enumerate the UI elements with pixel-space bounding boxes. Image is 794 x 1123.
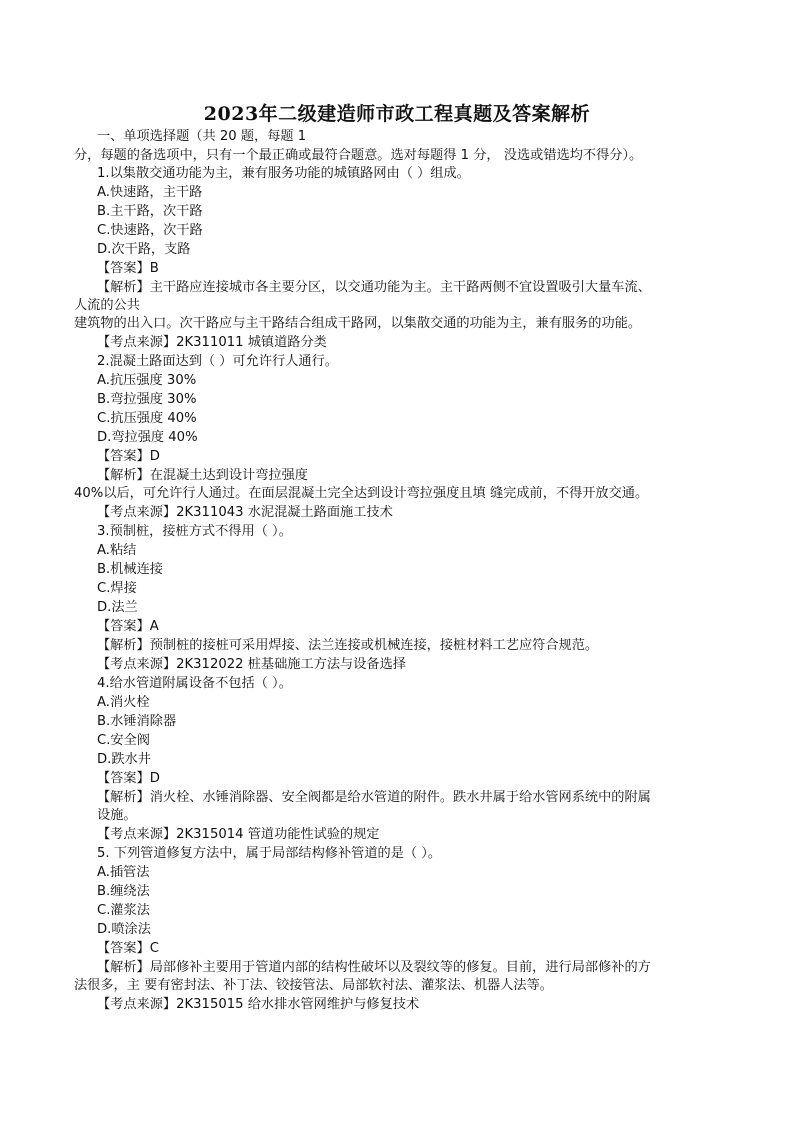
- question-option: C.安全阀: [97, 733, 150, 748]
- answer-line: 【答案】B: [97, 261, 159, 276]
- question-option: D.次干路，支路: [97, 242, 191, 257]
- question-option: A.粘结: [97, 543, 137, 558]
- question-option: D.跌水井: [97, 752, 151, 767]
- question-option: C.灌浆法: [97, 903, 150, 918]
- question-option: B.缠绕法: [97, 884, 150, 899]
- analysis-line: 法很多，主 要有密封法、补丁法、铰接管法、局部软衬法、灌浆法、机器人法等。: [74, 978, 553, 993]
- question-option: A.抗压强度 30%: [97, 373, 197, 388]
- question-stem: 5. 下列管道修复方法中，属于局部结构修补管道的是（ ）。: [97, 846, 442, 861]
- answer-line: 【答案】A: [97, 619, 159, 634]
- question-option: C.快速路，次干路: [97, 223, 203, 238]
- question-option: A.消火栓: [97, 695, 150, 710]
- answer-line: 【答案】D: [97, 449, 160, 464]
- question-option: D.弯拉强度 40%: [97, 430, 198, 445]
- section-heading: 一、单项选择题（共 20 题，每题 1: [97, 129, 307, 144]
- section-instructions: 分，每题的备选项中，只有一个最正确或最符合题意。选对每题得 1 分， 没选或错选均不得分）。: [74, 148, 643, 163]
- analysis-line: 【解析】局部修补主要用于管道内部的结构性破坏以及裂纹等的修复。目前，进行局部修补的方: [97, 960, 651, 975]
- answer-line: 【答案】C: [97, 941, 159, 956]
- source-line: 【考点来源】2K311011 城镇道路分类: [97, 335, 327, 350]
- analysis-line: 【解析】在混凝土达到设计弯拉强度: [97, 468, 308, 483]
- question-stem: 4.给水管道附属设备不包括（ ）。: [97, 676, 292, 691]
- analysis-line: 【解析】主干路应连接城市各主要分区，以交通功能为主。主干路两侧不宜设置吸引大量车流、: [97, 280, 651, 295]
- analysis-line: 建筑物的出入口。次干路应与主干路结合组成干路网，以集散交通的功能为主，兼有服务的功能。: [74, 316, 642, 331]
- question-stem: 1.以集散交通功能为主，兼有服务功能的城镇路网由（ ）组成。: [97, 166, 470, 181]
- question-option: C.焊接: [97, 581, 137, 596]
- question-option: D.喷涂法: [97, 922, 151, 937]
- question-option: C.抗压强度 40%: [97, 411, 197, 426]
- source-line: 【考点来源】2K315015 给水排水管网维护与修复技术: [97, 997, 420, 1012]
- source-line: 【考点来源】2K312022 桩基础施工方法与设备选择: [97, 657, 406, 672]
- document-title: 2023年二级建造师市政工程真题及答案解析: [203, 103, 591, 125]
- source-line: 【考点来源】2K311043 水泥混凝土路面施工技术: [97, 505, 393, 520]
- question-option: D.法兰: [97, 600, 138, 615]
- question-option: B.机械连接: [97, 562, 163, 577]
- question-option: A.快速路，主干路: [97, 185, 203, 200]
- question-stem: 3.预制桩，接桩方式不得用（ ）。: [97, 524, 292, 539]
- question-option: A.插管法: [97, 865, 150, 880]
- analysis-line: 【解析】消火栓、水锤消除器、安全阀都是给水管道的附件。跌水井属于给水管网系统中的附属: [97, 790, 651, 805]
- source-line: 【考点来源】2K315014 管道功能性试验的规定: [97, 827, 380, 842]
- question-option: B.弯拉强度 30%: [97, 392, 197, 407]
- analysis-line: 40%以后，可允许行人通过。在面层混凝土完全达到设计弯拉强度且填 缝完成前，不得开放交通。: [74, 486, 649, 501]
- question-option: B.主干路，次干路: [97, 204, 203, 219]
- answer-line: 【答案】D: [97, 771, 160, 786]
- question-stem: 2.混凝土路面达到（ ）可允许行人通行。: [97, 354, 338, 369]
- question-option: B.水锤消除器: [97, 714, 177, 729]
- analysis-line: 设施。: [97, 808, 137, 823]
- analysis-line: 【解析】预制桩的接桩可采用焊接、法兰连接或机械连接，接桩材料工艺应符合规范。: [97, 638, 599, 653]
- analysis-line: 人流的公共: [74, 298, 140, 313]
